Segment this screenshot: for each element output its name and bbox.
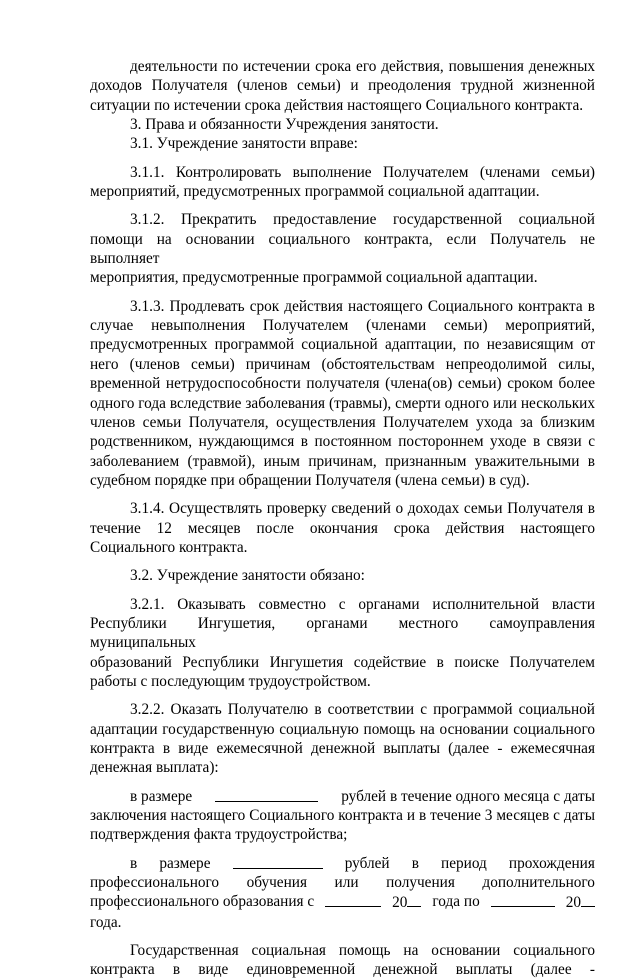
text: в: [172, 961, 181, 979]
paragraph: [90, 163, 595, 202]
text: 20: [565, 894, 581, 912]
text: единовременной: [246, 961, 356, 979]
text: обучения: [246, 874, 307, 892]
text: или: [334, 874, 359, 892]
paragraph-line: деятельности по истечении срока его действия, повышения денежных: [130, 58, 595, 75]
paragraph-line: ситуации по истечении срока действия настоящего Социального контракта.: [90, 96, 584, 114]
paragraph: [90, 210, 595, 287]
paragraph-line: [90, 960, 595, 979]
text: размере: [159, 854, 211, 872]
paragraph-line: [90, 892, 595, 912]
text: профессионального образования с: [90, 893, 315, 911]
text: виде: [198, 961, 229, 979]
text: рублей: [344, 854, 390, 872]
text: (далее: [530, 961, 572, 979]
paragraph: [90, 115, 595, 134]
paragraph: [90, 700, 595, 777]
paragraph-line: временной нетрудоспособности получателя (члена(ов) семьи) сроком более: [90, 375, 595, 393]
paragraph-line: заболеванием (травмой), иным причинам, признанным уважительными в: [90, 452, 595, 470]
paragraph-line: [90, 873, 595, 892]
paragraph-line: Государственная социальная помощь на основании социального: [130, 942, 595, 960]
paragraph-line: [90, 787, 595, 806]
amount-blank: [233, 854, 323, 869]
paragraph-line: судебном порядке при обращении Получателя (члена семьи) в суд).: [90, 471, 530, 489]
paragraph-line: 3.1.2. Прекратить предоставление государственной социальной: [130, 211, 595, 229]
paragraph-line: денежная выплата):: [90, 759, 219, 777]
training-period-paragraph: [90, 854, 595, 932]
paragraph-line: года.: [90, 913, 122, 931]
text: в размере: [130, 787, 193, 805]
year-blank: [581, 892, 595, 907]
paragraph-line: [90, 854, 595, 873]
paragraph: [90, 595, 595, 692]
paragraph: [90, 566, 595, 585]
paragraph-line: доходов Получателя (членов семьи) и преодоления трудной жизненной: [90, 77, 595, 95]
document-page: [90, 57, 595, 980]
paragraph-line: 3.1.3. Продлевать срок действия настоящего Социального контракта в: [130, 297, 595, 315]
payment-amount-paragraph: [90, 787, 595, 845]
text: получения: [386, 874, 455, 892]
paragraph-line: членов семьи Получателя, осуществления Получателем ухода за близким: [90, 413, 595, 431]
text: рублей в течение одного месяца с даты: [341, 787, 595, 805]
paragraph-line: адаптации государственную социальную помощь на основании социального: [90, 720, 595, 738]
date-blank: [325, 892, 381, 907]
paragraph-line: образований Республики Ингушетия содействие в поиске Получателем: [90, 653, 595, 671]
paragraph-line: родственником, нуждающимся в постоянном постороннем уходе в связи с: [90, 433, 595, 451]
paragraph-line: одного года вследствие заболевания (травмы), смерти одного или нескольких: [90, 394, 595, 412]
text: в: [411, 854, 419, 872]
paragraph: [90, 134, 595, 153]
paragraph-line: мероприятий, предусмотренных программой социальной адаптации.: [90, 183, 540, 201]
text: период: [441, 854, 487, 872]
paragraph-line: него (членов семьи) причинам (обстоятельствам непреодолимой силы,: [90, 355, 595, 373]
paragraph: [90, 57, 595, 115]
amount-blank: [215, 787, 318, 802]
text: денежной: [373, 961, 438, 979]
text: -: [589, 961, 595, 979]
paragraph-line: течение 12 месяцев после окончания срока действия настоящего: [90, 519, 595, 537]
paragraph-line: 3. Права и обязанности Учреждения занятости.: [130, 116, 439, 134]
text: 20: [392, 894, 408, 912]
text: выплаты: [455, 961, 513, 979]
year-blank: [407, 892, 421, 907]
paragraph-line: случае невыполнения Получателем (членами семьи) мероприятий,: [90, 317, 595, 335]
date-blank: [491, 892, 555, 907]
text: контракта: [90, 961, 155, 979]
paragraph-line: мероприятия, предусмотренные программой социальной адаптации.: [90, 269, 538, 287]
paragraph: [90, 499, 595, 557]
paragraph-line: 3.2. Учреждение занятости обязано:: [130, 567, 365, 585]
paragraph-line: работы с последующим трудоустройством.: [90, 672, 371, 690]
paragraph-line: 3.2.1. Оказывать совместно с органами исполнительной власти: [130, 595, 595, 613]
paragraph-line: контракта в виде ежемесячной денежной выплаты (далее - ежемесячная: [90, 740, 595, 757]
paragraph: [90, 297, 595, 490]
lump-sum-paragraph: [90, 941, 595, 980]
paragraph-line: подтверждения факта трудоустройства;: [90, 826, 348, 844]
text: года по: [432, 893, 480, 911]
text: дополнительного: [482, 874, 595, 892]
text: прохождения: [508, 854, 595, 872]
paragraph-line: 3.1. Учреждение занятости вправе:: [130, 135, 358, 153]
paragraph-line: Республики Ингушетия, органами местного самоуправления муниципальных: [90, 614, 595, 652]
paragraph-line: заключения настоящего Социального контракта и в течение 3 месяцев с даты: [90, 807, 595, 825]
text: в: [130, 854, 138, 872]
paragraph-line: 3.1.4. Осуществлять проверку сведений о доходах семьи Получателя в: [130, 500, 595, 518]
paragraph-line: 3.2.2. Оказать Получателю в соответствии с программой социальной: [130, 701, 595, 719]
paragraph-line: предусмотренных программой социальной адаптации, по независящим от: [90, 336, 595, 354]
paragraph-line: 3.1.1. Контролировать выполнение Получателем (членами семьи): [130, 163, 595, 181]
text: профессионального: [90, 874, 220, 892]
paragraph-line: помощи на основании социального контракта, если Получатель не выполняет: [90, 230, 595, 268]
year-prefix: [392, 892, 421, 912]
year-prefix: [566, 892, 595, 912]
paragraph-line: Социального контракта.: [90, 538, 248, 556]
